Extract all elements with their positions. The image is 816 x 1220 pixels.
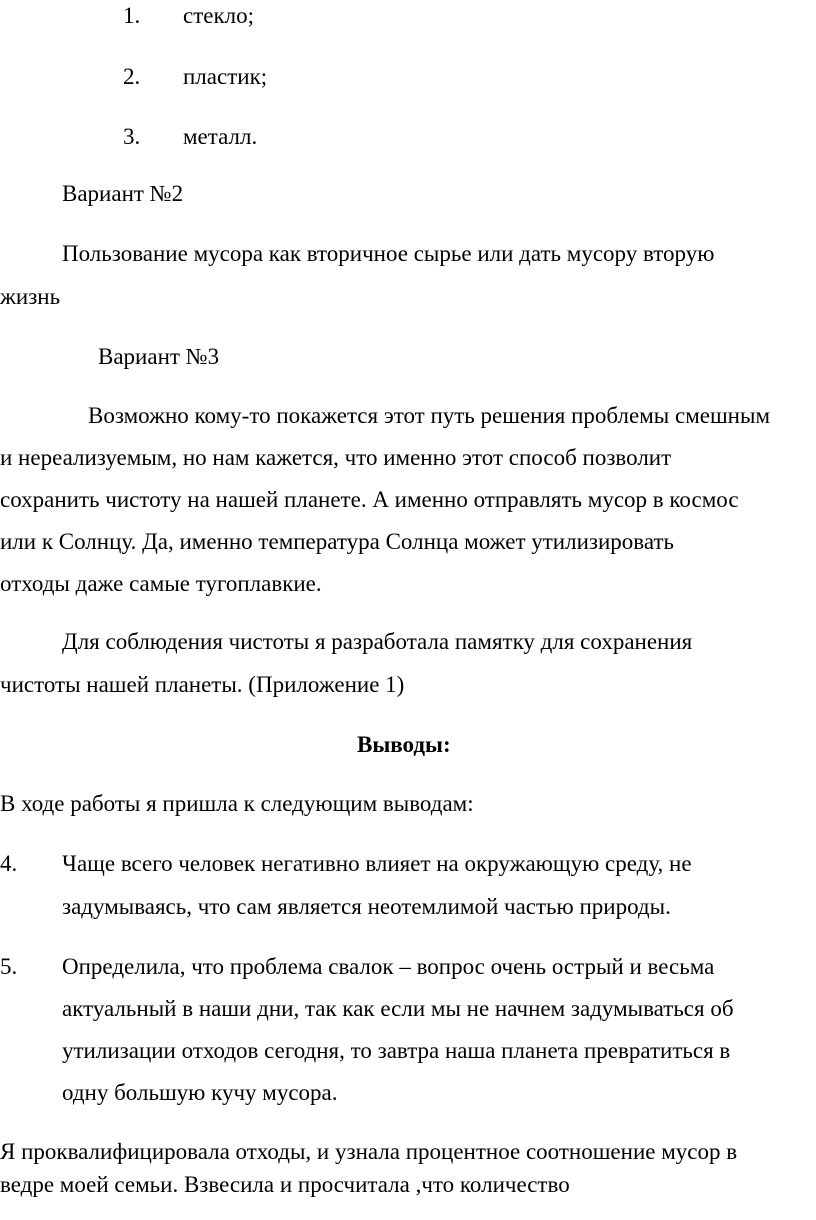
variant2-text-line: Пользование мусора как вторичное сырье или дать мусору вторую (62, 241, 715, 266)
list-text: пластик; (183, 64, 268, 89)
list-number: 1. (123, 3, 141, 28)
list-text: утилизации отходов сегодня, то завтра наша планета превратиться в (62, 1038, 731, 1063)
conclusions-intro: В ходе работы я пришла к следующим выводам: (0, 791, 474, 816)
variant3-text-line: отходы даже самые тугоплавкие. (0, 571, 322, 596)
variant3-text-line: Возможно кому-то покажется этот путь решения проблемы смешным (88, 403, 770, 428)
list-number: 4. (0, 851, 18, 876)
variant3-text-line: сохранить чистоту на нашей планете. А именно отправлять мусор в космос (0, 487, 739, 512)
variant2-heading: Вариант №2 (62, 181, 184, 206)
memo-text-line: Для соблюдения чистоты я разработала памятку для сохранения (62, 629, 693, 654)
final-text-line: Я проквалифицировала отходы, и узнала процентное соотношение мусор в (0, 1139, 738, 1164)
list-text: актуальный в наши дни, так как если мы не начнем задумываться об (62, 996, 734, 1021)
list-text: Чаще всего человек негативно влияет на окружающую среду, не (62, 851, 692, 876)
list-text: Определила, что проблема свалок – вопрос очень острый и весьма (62, 954, 715, 979)
list-number: 2. (123, 64, 141, 89)
final-text-line: ведре моей семьи. Взвесила и просчитала ,что количество (0, 1172, 570, 1197)
list-number: 5. (0, 954, 18, 979)
variant3-text-line: или к Солнцу. Да, именно температура Солнца может утилизировать (0, 529, 675, 554)
conclusions-heading: Выводы: (357, 732, 451, 757)
list-text: стекло; (183, 3, 255, 28)
variant2-text-line: жизнь (0, 284, 61, 309)
memo-text-line: чистоты нашей планеты. (Приложение 1) (0, 672, 405, 697)
variant3-heading: Вариант №3 (98, 344, 220, 369)
list-text: задумываясь, что сам является неотемлимой частью природы. (62, 894, 671, 919)
list-number: 3. (123, 124, 141, 149)
variant3-text-line: и нереализуемым, но нам кажется, что именно этот способ позволит (0, 445, 672, 470)
list-text: металл. (183, 124, 258, 149)
list-text: одну большую кучу мусора. (62, 1080, 338, 1105)
